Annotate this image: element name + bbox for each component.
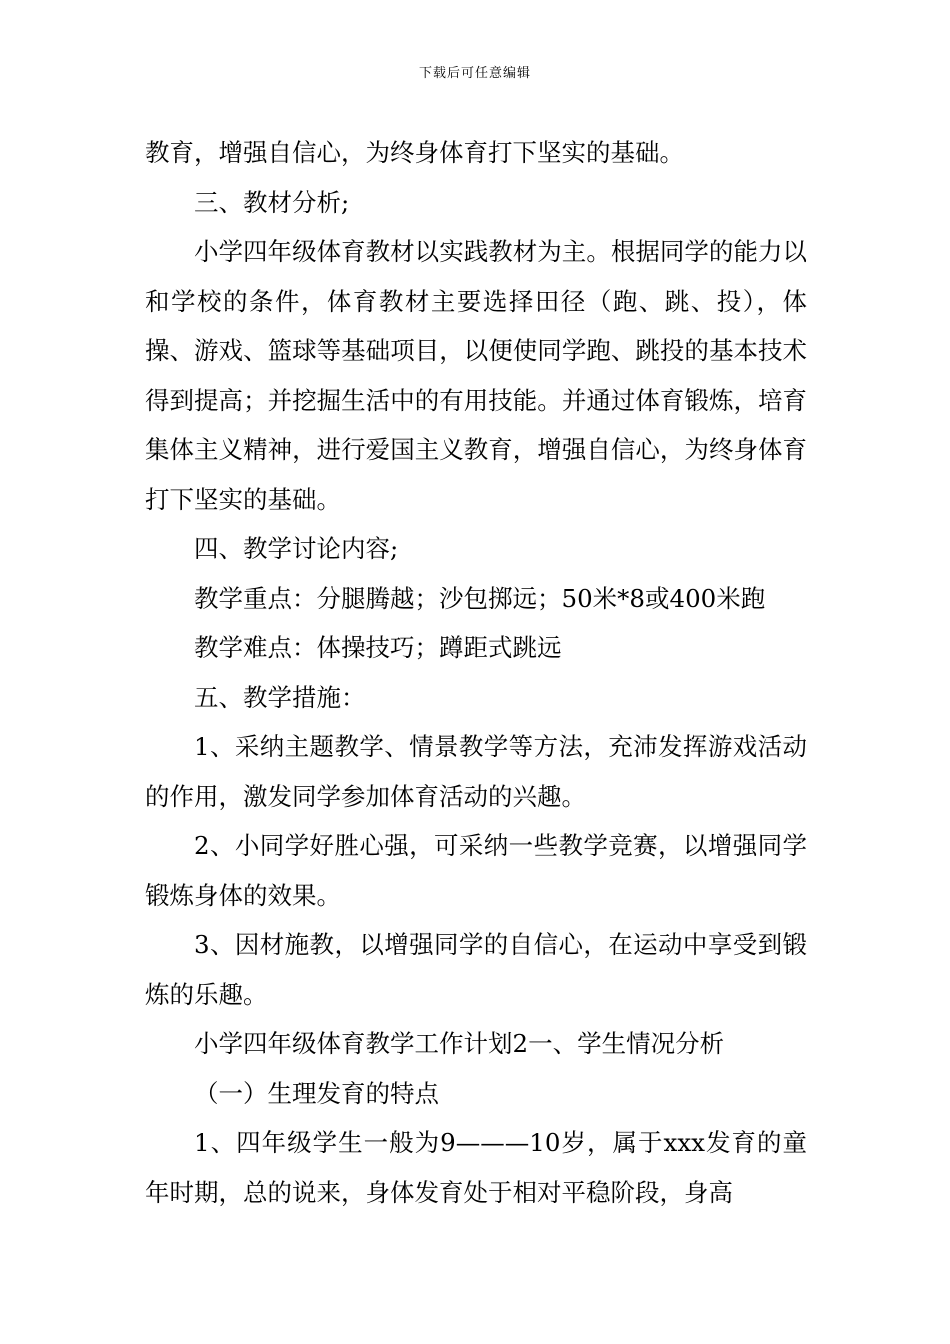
section-heading-plan-2: 小学四年级体育教学工作计划2一、学生情况分析: [194, 1029, 725, 1058]
list-item-measure-1: 1、采纳主题教学、情景教学等方法，充沛发挥游戏活动的作用，激发同学参加体育活动的兴趣。: [145, 732, 807, 811]
subsection-heading-physiology: （一）生理发育的特点: [194, 1078, 439, 1108]
list-item-measure-2: 2、小同学好胜心强，可采纳一些教学竞赛，以增强同学锻炼身体的效果。: [145, 831, 807, 910]
section-heading-textbook-analysis: 三、教材分析;: [194, 187, 350, 217]
section-heading-teaching-measures: 五、教学措施：: [194, 682, 366, 712]
paragraph-textbook-analysis: 小学四年级体育教材以实践教材为主。根据同学的能力以和学校的条件，体育教材主要选择田径（跑、跳、投），体操、游戏、篮球等基础项目，以便使同学跑、跳投的基本技术得到提高；并挖掘生活中的有用技能。并通过体育锻炼，培育集体主义精神，进行爱国主义教育，增强自信心，为终身体育打下坚实的基础。: [145, 237, 807, 514]
document-body: [145, 128, 807, 1217]
paragraph-teaching-focus: 教学重点：分腿腾越；沙包掷远；50米*8或400米跑: [194, 583, 766, 613]
list-item-measure-3: 3、因材施教，以增强同学的自信心，在运动中享受到锻炼的乐趣。: [145, 930, 807, 1009]
page-header: 下载后可任意编辑: [418, 66, 531, 81]
section-heading-teaching-content: 四、教学讨论内容;: [194, 534, 399, 563]
paragraph-teaching-difficulty: 教学难点：体操技巧；蹲距式跳远: [194, 633, 562, 662]
list-item-physiology-1: 1、四年级学生一般为9———10岁，属于xxx发育的童年时期，总的说来，身体发育处于相对平稳阶段，身高: [145, 1128, 807, 1207]
paragraph-continuation: 教育，增强自信心，为终身体育打下坚实的基础。: [145, 138, 684, 167]
